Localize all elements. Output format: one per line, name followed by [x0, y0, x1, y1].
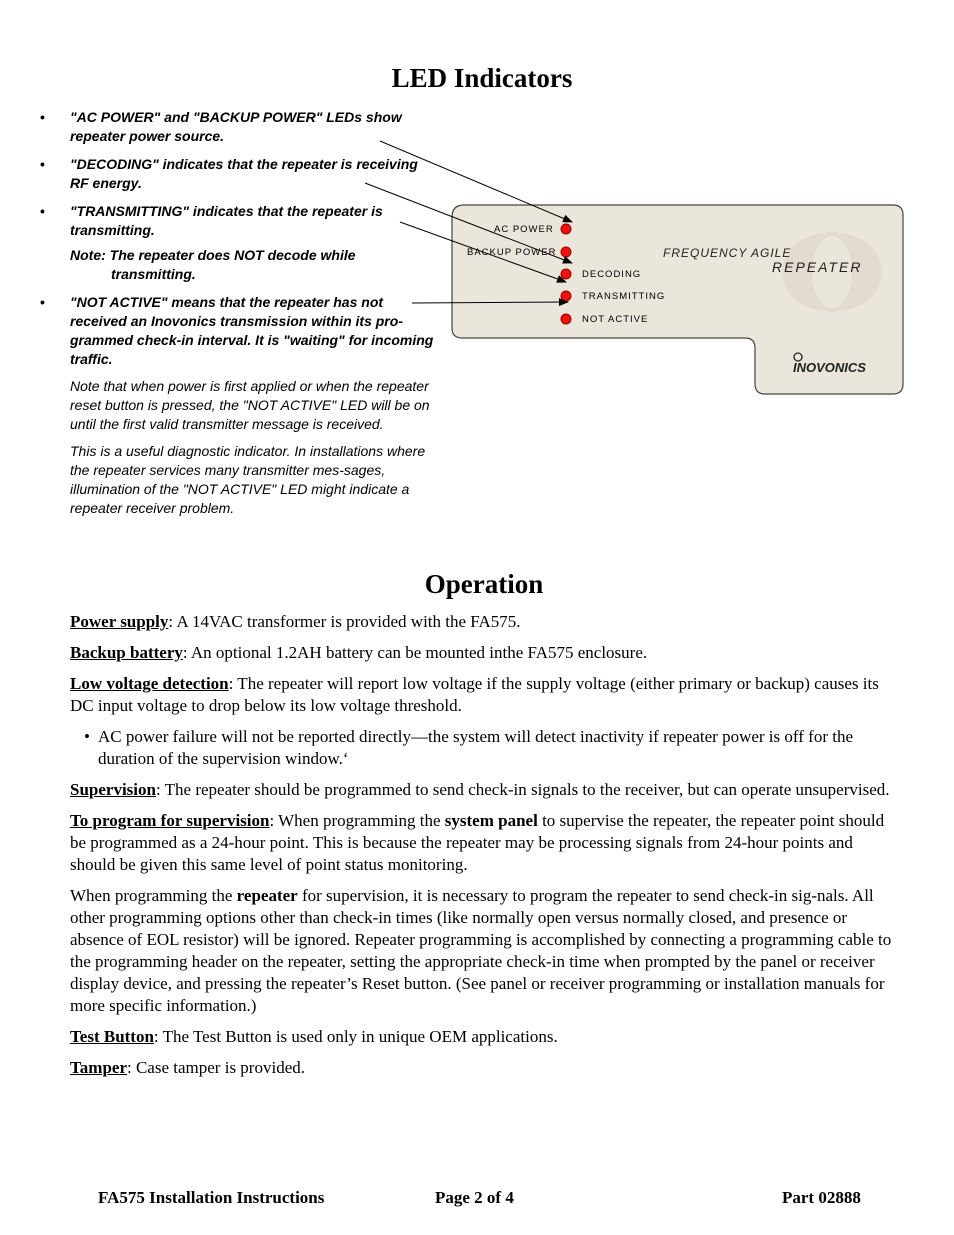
repeater-programming-text-a: When programming the [70, 886, 237, 905]
footer-part-number: Part 02888 [782, 1188, 861, 1207]
footer-document-title: FA575 Installation Instructions [98, 1188, 325, 1207]
brand-line1: FREQUENCY AGILE [663, 246, 792, 260]
transmit-note-line2: transmitting. [111, 266, 196, 282]
led-item-transmitting: "TRANSMITTING" indicates that the repeater is transmitting. [70, 203, 383, 238]
supervision-label: Supervision [70, 780, 156, 799]
backup-power-led [561, 247, 571, 257]
bullet: • [40, 294, 45, 310]
backup-battery-label: Backup battery [70, 643, 183, 662]
power-supply-label: Power supply [70, 612, 169, 631]
low-voltage-label: Low voltage detection [70, 674, 229, 693]
power-on-note: Note that when power is first applied or when the repeater reset button is pressed, the "NOT ACTIVE" LED will be on until the first valid transmitter message is received. [70, 378, 430, 432]
ac-failure-text: AC power failure will not be reported directly—the system will detect inactivity if repeater power is off for the duration of the supervision window.‘ [98, 727, 853, 768]
led-item-power: "AC POWER" and "BACKUP POWER" LEDs show repeater power source. [70, 109, 402, 144]
footer-page-number: Page 2 of 4 [435, 1188, 514, 1207]
transmitting-label: TRANSMITTING [582, 291, 666, 302]
bullet: • [84, 727, 90, 746]
ac-power-label: AC POWER [494, 224, 554, 235]
low-voltage-paragraph [70, 673, 900, 717]
backup-battery-paragraph [70, 642, 900, 664]
operation-body [70, 611, 900, 1088]
transmit-note-line1: Note: The repeater does NOT decode while [70, 247, 356, 263]
supervision-paragraph [70, 779, 900, 801]
led-section-title: LED Indicators [391, 63, 573, 93]
not-active-label: NOT ACTIVE [582, 314, 649, 325]
inovonics-logo: INOVONICS [793, 360, 866, 375]
decoding-label: DECODING [582, 269, 642, 280]
power-supply-paragraph [70, 611, 900, 633]
program-supervision-paragraph [70, 810, 900, 876]
backup-battery-text: : An optional 1.2AH battery can be mounted inthe FA575 enclosure. [182, 643, 648, 662]
led-item-not-active: "NOT ACTIVE" means that the repeater has not received an Inovonics transmission within its pro-grammed check-in interval. It is "waiting" for incoming traffic. [70, 294, 434, 367]
low-voltage-text: : The repeater will report low voltage if the supply voltage (either primary or backup) causes its DC input voltage to drop below its low voltage threshold. [70, 674, 879, 715]
program-supervision-text-a: : When programming the [269, 811, 445, 830]
ac-failure-bullet [70, 726, 900, 770]
transmitting-led [561, 291, 571, 301]
led-item-decoding: "DECODING" indicates that the repeater is receiving RF energy. [70, 156, 418, 191]
test-button-paragraph [70, 1026, 900, 1048]
diagnostic-note: This is a useful diagnostic indicator. In installations where the repeater services many transmitter mes-sages, illumination of the "NOT ACTIVE" LED might indicate a repeater receiver problem. [70, 443, 426, 516]
bullet: • [40, 203, 45, 219]
power-supply-text: : A 14VAC transformer is provided with the FA575. [168, 612, 521, 631]
backup-power-label: BACKUP POWER [467, 247, 557, 258]
ac-power-led [561, 224, 571, 234]
repeater-panel-diagram [0, 0, 954, 420]
repeater-bold: repeater [236, 886, 298, 905]
bullet: • [40, 109, 45, 125]
supervision-text: : The repeater should be programmed to send check-in signals to the receiver, but can operate unsupervised. [155, 780, 890, 799]
repeater-programming-paragraph [70, 885, 900, 1017]
brand-line2: REPEATER [772, 259, 863, 275]
test-button-label: Test Button [70, 1027, 154, 1046]
operation-section-title: Operation [424, 569, 544, 599]
system-panel-bold: system panel [444, 811, 538, 830]
not-active-led [561, 314, 571, 324]
tamper-paragraph [70, 1057, 900, 1079]
tamper-label: Tamper [70, 1058, 127, 1077]
repeater-programming-text-b: for supervision, it is necessary to program the repeater to send check-in sig-nals. All other programming options other than check-in times (like normally open versus normally closed, and presence or absence of EOL resistor) will be ignored. Repeater programming is accomplished by connecting a programming cable to the programming header on the repeater, setting the appropriate check-in time when prompted by the panel or receiver display device, and pressing the repeater’s Reset button. (See panel or receiver programming or installation manuals for more specific information.) [70, 886, 892, 1015]
test-button-text: : The Test Button is used only in unique OEM applications. [153, 1027, 558, 1046]
bullet: • [40, 156, 45, 172]
program-supervision-label: To program for supervision [70, 811, 270, 830]
decoding-led [561, 269, 571, 279]
program-supervision-text-b: to supervise the repeater, the repeater point should be programmed as a 24-hour point. This is because the repeater may be processing signals from 24-hour points and should be given this same level of point status monitoring. [70, 811, 885, 874]
tamper-text: : Case tamper is provided. [127, 1058, 305, 1077]
